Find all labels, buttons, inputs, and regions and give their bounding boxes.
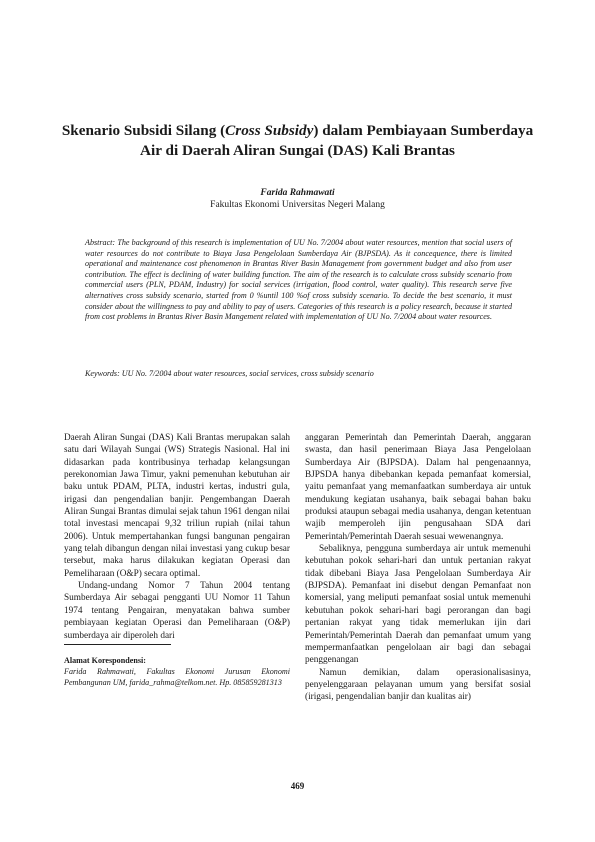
footnote-divider bbox=[64, 644, 171, 645]
abstract: Abstract: The background of this research is implementation of UU No. 7/2004 about water resources, mention that social users of water resources do not contribute to Biaya Jasa Pengelolaan Sumberdaya Air (BJPSDA). As it concequence, there is limited operational and maintenance cost phenomenon in Brantas River Basin Management from government budget and also from user contribution. The effect is declining of water building function. The aim of the research is to calculate cross subsidy scenario from commercial users (PLN, PDAM, Industry) for social services (irrigation, flood control, water quality). This research serve five alternatives cross subsidy scenario, started from 0 %until 100 %of cross subsidy scenario. To decide the best scenario, it must consider about the willingness to pay and ability to pay of users. Categories of this research is a policy research, because it started from cost problems in Brantas River Basin Mangement related with implementation of UU No. 7/2004 about water resources. bbox=[85, 238, 512, 322]
correspondence-note bbox=[64, 656, 290, 688]
title-line2: Air di Daerah Aliran Sungai (DAS) Kali Brantas bbox=[140, 141, 455, 159]
keywords: Keywords: UU No. 7/2004 about water resources, social services, cross subsidy scenario bbox=[85, 369, 374, 378]
body-paragraph: Undang-undang Nomor 7 Tahun 2004 tentang Sumberdaya Air sebagai pengganti UU Nomor 11 Tahun 1974 tentang Pengairan, menyatakan bahwa sumber pembiayaan kegiatan Operasi dan Pemeliharaan (O&P) sumberdaya air diperoleh dari bbox=[64, 581, 290, 641]
body-paragraph: Daerah Aliran Sungai (DAS) Kali Brantas merupakan salah satu dari Wilayah Sungai (WS) Strategis Nasional. Hal ini didasarkan pada kontribusinya terhadap kelangsungan perekonomian Jawa Timur, yakni pemenuhan kebutuhan air baku untuk PDAM, PLTA, industri kertas, industri gula, irigasi dan pengendalian banjir. Pengembangan Daerah Aliran Sungai Brantas dimulai sejak tahun 1961 dengan nilai total investasi mencapai 9,32 triliun rupiah (nilai tahun 2006). Untuk mempertahankan fungsi bangunan pengairan yang telah dibangun dengan nilai investasi yang cukup besar tersebut, maka harus dilakukan kegiatan Operasi dan Pemeliharaan (O&P) secara optimal. bbox=[64, 433, 290, 579]
body-column-left bbox=[64, 432, 290, 642]
body-paragraph: Namun demikian, dalam operasionalisasinya, penyelenggaraan pelayanan umum yang bersifat sosial (irigasi, pengendalian banjir dan kualitas air) bbox=[305, 667, 531, 703]
body-paragraph: Sebaliknya, pengguna sumberdaya air untuk memenuhi kebutuhan pokok sehari-hari dan untuk pertanian rakyat tidak dibebani Biaya Jasa Pengelolaan Sumberdaya Air (BJPSDA). Pemanfaat ini disebut dengan Pemanfaat non komersial, yang meliputi pemanfaat sosial untuk memenuhi kebutuhan pokok sehari-hari bagi perorangan dan bagi pertanian rakyat yang tidak memerlukan ijin dari Pemerintah/Pemerintah Daerah dan pemanfaat umum yang mempermanfaatkan pengelolaan air bagi dan sebagai penggenangan bbox=[305, 544, 531, 666]
body-paragraph: anggaran Pemerintah dan Pemerintah Daerah, anggaran swasta, dan hasil penerimaan Biaya Jasa Pengelolaan Sumberdaya Air (BJPSDA). Dalam hal pengenaannya, BJPSDA hanya dibebankan kepada pemanfaat komersial, yaitu pemanfaat yang memanfaatkan sumberdaya air untuk mendukung kegiatan usahanya, baik sebagai bahan baku produksi ataupun sebagai media usahanya, dengan ketentuan wajib memperoleh ijin pengusahaan SDA dari Pemerintah/Pemerintah Daerah sesuai wewenangnya. bbox=[305, 433, 531, 542]
title-italic: Cross Subsidy bbox=[225, 122, 314, 139]
correspondence-text: Farida Rahmawati, Fakultas Ekonomi Jurusan Ekonomi Pembangunan UM, farida_rahma@telkom.net. Hp. 085859281313 bbox=[64, 666, 290, 687]
title-part1: Skenario Subsidi Silang ( bbox=[61, 122, 226, 139]
correspondence-heading: Alamat Korespondensi: bbox=[64, 656, 146, 665]
body-column-right bbox=[305, 432, 531, 704]
author-name: Farida Rahmawati bbox=[260, 188, 335, 198]
paper-title bbox=[40, 121, 555, 160]
title-part3: ) dalam Pembiayaan Sumberdaya bbox=[313, 122, 534, 139]
page-number: 469 bbox=[290, 781, 305, 791]
author-affiliation: Fakultas Ekonomi Universitas Negeri Malang bbox=[210, 200, 385, 210]
